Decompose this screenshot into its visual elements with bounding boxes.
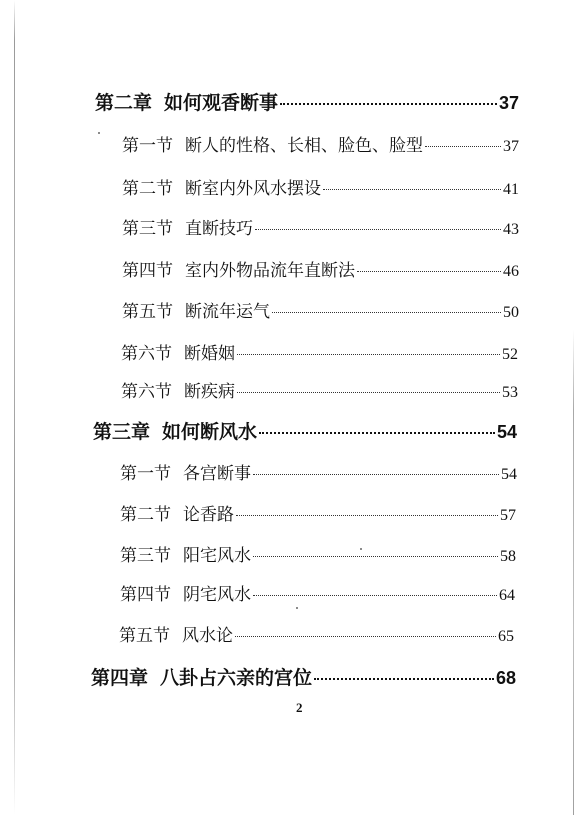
section-number: 第二节 [122, 179, 173, 199]
page-number: 68 [495, 668, 516, 688]
section-number: 第五节 [119, 626, 170, 646]
section-title: 论香路 [183, 505, 234, 525]
section-number: 第四节 [122, 261, 173, 281]
section-number: 第二节 [120, 505, 171, 525]
section-number: 第三节 [122, 219, 173, 239]
dot-leader [253, 474, 499, 475]
section-title: 直断技巧 [185, 219, 253, 239]
toc-section-entry[interactable] [120, 541, 516, 566]
section-title: 各宫断事 [183, 464, 251, 484]
dot-leader [237, 354, 500, 355]
page-number: 41 [503, 181, 519, 198]
section-title: 断疾病 [184, 382, 235, 402]
section-number: 第三节 [120, 546, 171, 566]
toc-label [119, 621, 233, 646]
toc-section-entry[interactable] [122, 131, 519, 156]
chapter-title: 八卦占六亲的宫位 [160, 667, 313, 689]
toc-label [120, 459, 251, 484]
toc-section-entry[interactable] [120, 459, 517, 484]
toc-section-entry[interactable] [122, 214, 519, 239]
toc-chapter-entry[interactable] [95, 88, 519, 115]
page-number: 58 [500, 548, 516, 565]
section-number: 第四节 [120, 585, 171, 605]
toc-label [120, 541, 251, 566]
chapter-number: 第二章 [95, 92, 153, 114]
toc-chapter-entry[interactable] [91, 663, 516, 690]
toc-label [122, 214, 253, 239]
page-number: 53 [502, 384, 518, 401]
dot-leader [259, 432, 495, 434]
section-title: 阳宅风水 [183, 546, 251, 566]
section-title: 断流年运气 [185, 302, 270, 322]
dot-leader [236, 515, 498, 516]
toc-label [122, 297, 270, 322]
page-footer-number: 2 [296, 700, 303, 715]
chapter-title: 如何观香断事 [164, 92, 279, 114]
toc-section-entry[interactable] [122, 256, 519, 281]
page-number: 57 [500, 507, 516, 524]
toc-section-entry[interactable] [121, 339, 518, 364]
toc-label [122, 174, 321, 199]
toc-section-entry[interactable] [122, 297, 519, 322]
dot-leader [323, 189, 501, 190]
dot-leader [272, 312, 501, 313]
dot-leader [253, 595, 497, 596]
page-number: 37 [498, 93, 519, 113]
section-number: 第六节 [121, 382, 172, 402]
dot-leader [425, 146, 501, 147]
dot-leader [280, 103, 497, 105]
dot-leader [235, 636, 496, 637]
page-number: 50 [503, 304, 519, 321]
page-number: 46 [503, 263, 519, 280]
dot-leader [237, 392, 500, 393]
dot-leader [253, 556, 498, 557]
scan-speck [360, 548, 362, 550]
page-number: 52 [502, 346, 518, 363]
toc-label [120, 580, 251, 605]
chapter-title: 如何断风水 [162, 421, 258, 443]
scan-margin-line [573, 330, 574, 815]
scan-speck [296, 607, 298, 609]
section-number: 第六节 [121, 344, 172, 364]
toc-section-entry[interactable] [119, 621, 514, 646]
toc-label [95, 88, 278, 115]
section-title: 阴宅风水 [183, 585, 251, 605]
section-number: 第一节 [120, 464, 171, 484]
page-number: 43 [503, 221, 519, 238]
toc-label [122, 256, 355, 281]
chapter-number: 第三章 [93, 421, 151, 443]
section-title: 风水论 [182, 626, 233, 646]
section-number: 第五节 [122, 302, 173, 322]
dot-leader [314, 678, 494, 680]
toc-label [93, 417, 257, 444]
toc-label [121, 339, 235, 364]
toc-label [91, 663, 312, 690]
chapter-number: 第四章 [91, 667, 149, 689]
toc-label [121, 377, 235, 402]
toc-section-entry[interactable] [121, 377, 518, 402]
toc-section-entry[interactable] [122, 174, 519, 199]
section-title: 断人的性格、长相、脸色、脸型 [185, 136, 423, 156]
section-number: 第一节 [122, 136, 173, 156]
dot-leader [357, 271, 501, 272]
page-number: 37 [503, 138, 519, 155]
toc-chapter-entry[interactable] [93, 417, 517, 444]
section-title: 室内外物品流年直断法 [185, 261, 355, 281]
page-number: 54 [496, 422, 517, 442]
section-title: 断婚姻 [184, 344, 235, 364]
dot-leader [255, 229, 501, 230]
toc-section-entry[interactable] [120, 580, 515, 605]
page-number: 65 [498, 628, 514, 645]
scan-speck [98, 132, 100, 134]
toc-section-entry[interactable] [120, 500, 516, 525]
section-title: 断室内外风水摆设 [185, 179, 321, 199]
page-number: 64 [499, 587, 515, 604]
scan-margin-line [14, 0, 15, 815]
toc-label [122, 131, 423, 156]
page-number: 54 [501, 466, 517, 483]
toc-label [120, 500, 234, 525]
